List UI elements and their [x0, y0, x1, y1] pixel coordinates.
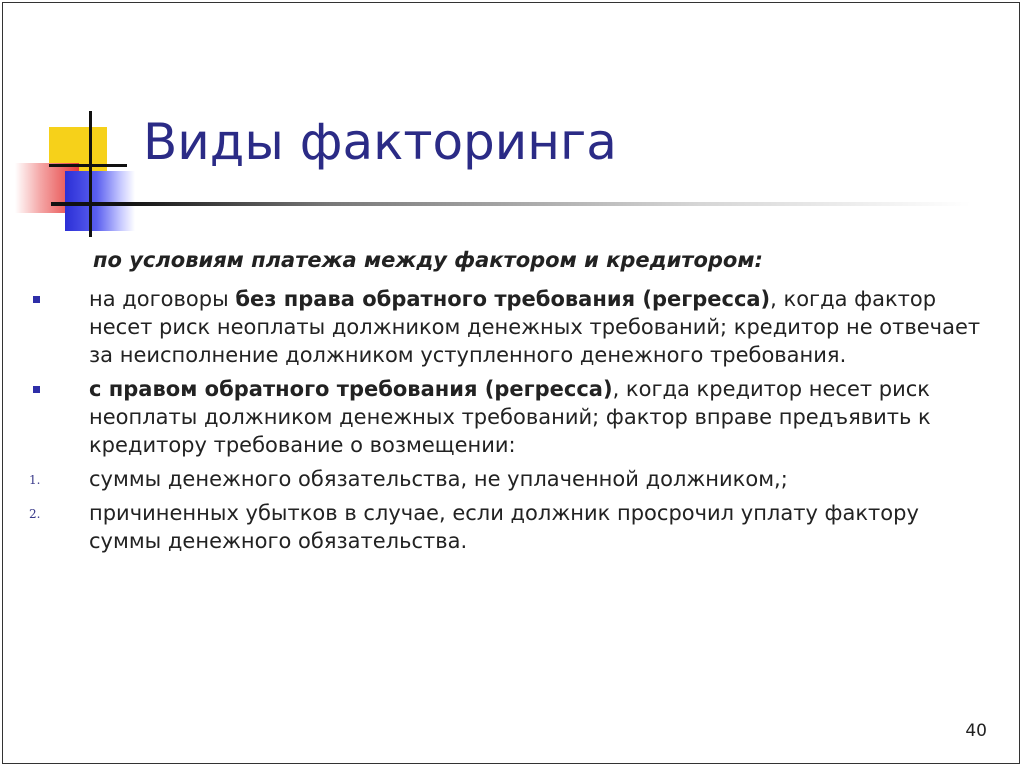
square-bullet-icon	[33, 296, 40, 303]
list-item	[27, 499, 987, 555]
item-text-bold: с правом обратного требования (регресса)	[89, 377, 613, 401]
slide-subtitle: по условиям платежа между фактором и кредитором:	[93, 248, 763, 272]
decor-blue-square	[65, 171, 135, 231]
item-text-bold: без права обратного требования (регресса)	[235, 287, 771, 311]
slide	[2, 2, 1020, 764]
decor-horizontal-line	[49, 164, 127, 167]
item-text-after: , когда кредитор несет риск неоплаты должником денежных требований; фактор вправе предъявить к кредитору требование о возмещении:	[89, 377, 931, 457]
page-number: 40	[965, 721, 987, 741]
item-text-after: , когда фактор несет риск неоплаты должником денежных требований; кредитор не отвечает за неисполнение должником уступленного денежного требования.	[89, 287, 981, 367]
title-underline	[51, 202, 971, 206]
slide-title: Виды факторинга	[143, 113, 617, 171]
numbered-marker: 1.	[29, 473, 41, 487]
list-item	[27, 465, 987, 493]
item-text: суммы денежного обязательства, не уплаченной должником,;	[89, 467, 788, 491]
list-item	[27, 375, 987, 459]
item-text-before: на договоры	[89, 287, 236, 311]
decor-vertical-line	[89, 111, 92, 237]
item-text: причиненных убытков в случае, если должник просрочил уплату фактору суммы денежного обязательства.	[89, 501, 919, 553]
list-item	[27, 285, 987, 369]
content-list	[27, 285, 987, 561]
square-bullet-icon	[33, 386, 40, 393]
numbered-marker: 2.	[29, 507, 41, 521]
